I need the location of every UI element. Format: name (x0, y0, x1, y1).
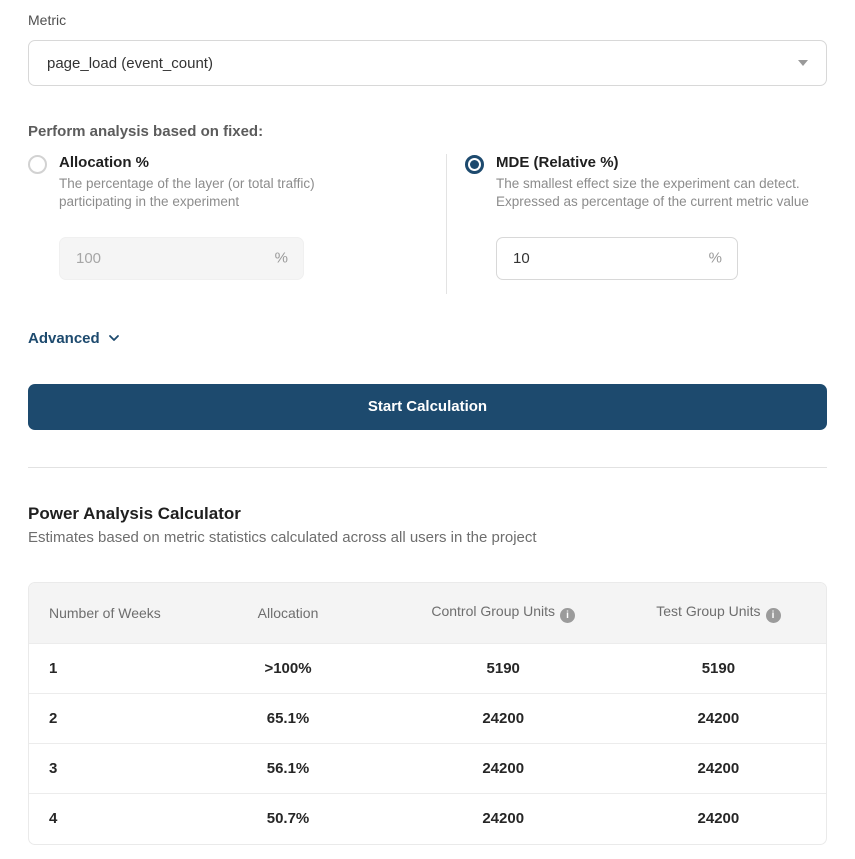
mde-option-label: MDE (Relative %) (496, 154, 619, 171)
table-row (29, 644, 826, 694)
mde-input-wrap (496, 237, 738, 280)
allocation-option-description: The percentage of the layer (or total traffic) participating in the experiment (59, 176, 315, 209)
table-header-row (29, 583, 826, 644)
table-row (29, 694, 826, 744)
allocation-option-label: Allocation % (59, 154, 150, 171)
analysis-options (28, 154, 827, 294)
mde-option-column (447, 154, 827, 294)
table-row (29, 744, 826, 794)
header-control-group-units: Control Group Units i (396, 583, 611, 644)
header-allocation: Allocation (180, 583, 395, 644)
mde-radio[interactable] (465, 155, 484, 174)
mde-input-percent-suffix: % (708, 249, 722, 267)
header-number-of-weeks: Number of Weeks (29, 583, 180, 644)
mde-input[interactable] (496, 237, 738, 280)
metric-dropdown-value: page_load (event_count) (47, 54, 213, 72)
cell-weeks: 2 (29, 694, 180, 744)
allocation-input-wrap (59, 237, 304, 280)
cell-weeks: 3 (29, 744, 180, 794)
cell-control-units: 24200 (396, 794, 611, 844)
cell-allocation: >100% (180, 644, 395, 694)
results-title: Power Analysis Calculator (28, 503, 241, 523)
section-divider (28, 467, 827, 468)
cell-weeks: 4 (29, 794, 180, 844)
header-test-group-units: Test Group Units i (611, 583, 826, 644)
cell-weeks: 1 (29, 644, 180, 694)
mde-option-body (496, 154, 827, 280)
cell-test-units: 24200 (611, 744, 826, 794)
cell-allocation: 65.1% (180, 694, 395, 744)
allocation-input-percent-suffix: % (274, 249, 288, 267)
cell-test-units: 24200 (611, 694, 826, 744)
results-subtitle: Estimates based on metric statistics calculated across all users in the project (28, 528, 537, 546)
chevron-down-icon (798, 60, 808, 66)
start-calculation-button[interactable]: Start Calculation (28, 384, 827, 430)
info-icon[interactable]: i (766, 608, 781, 623)
metric-dropdown[interactable] (28, 40, 827, 86)
cell-test-units: 24200 (611, 794, 826, 844)
power-analysis-table (28, 582, 827, 845)
cell-control-units: 24200 (396, 694, 611, 744)
allocation-radio[interactable] (28, 155, 47, 174)
info-icon[interactable]: i (560, 608, 575, 623)
chevron-down-icon (108, 332, 120, 344)
allocation-option (28, 154, 430, 280)
cell-allocation: 56.1% (180, 744, 395, 794)
allocation-option-column (28, 154, 447, 294)
mde-radio-dot (470, 160, 479, 169)
analysis-mode-heading: Perform analysis based on fixed: (28, 123, 264, 140)
cell-control-units: 24200 (396, 744, 611, 794)
mde-option-description: The smallest effect size the experiment can detect. Expressed as percentage of the current metric value (496, 176, 809, 209)
cell-test-units: 5190 (611, 644, 826, 694)
mde-option (465, 154, 827, 280)
table-row (29, 794, 826, 844)
cell-control-units: 5190 (396, 644, 611, 694)
advanced-toggle[interactable] (28, 330, 120, 347)
advanced-label: Advanced (28, 329, 100, 347)
cell-allocation: 50.7% (180, 794, 395, 844)
metric-label: Metric (28, 12, 67, 28)
allocation-input[interactable] (59, 237, 304, 280)
allocation-option-body (59, 154, 349, 280)
